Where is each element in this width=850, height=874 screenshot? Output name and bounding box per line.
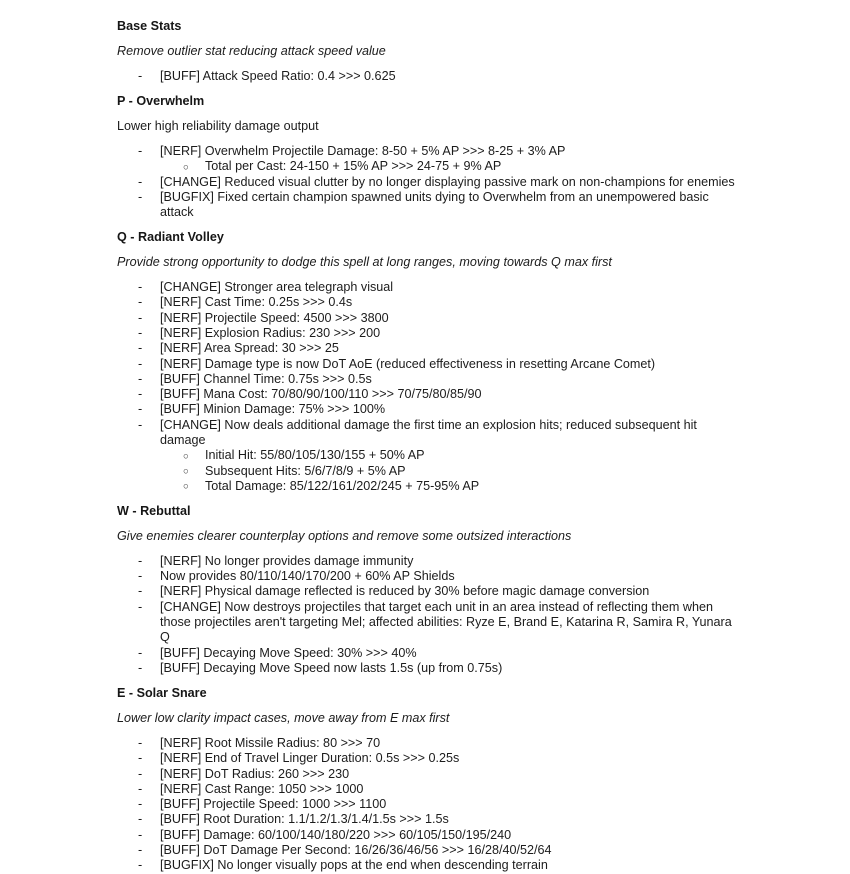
change-item-text: [BUFF] Attack Speed Ratio: 0.4 >>> 0.625 bbox=[160, 68, 396, 83]
patch-section bbox=[117, 686, 742, 874]
change-item-text: [NERF] No longer provides damage immunity bbox=[160, 553, 414, 568]
change-item-text: [BUFF] Mana Cost: 70/80/90/100/110 >>> 70/75/80/85/90 bbox=[160, 387, 482, 402]
section-description: Lower high reliability damage output bbox=[117, 118, 319, 133]
change-item-text: [NERF] Physical damage reflected is reduced by 30% before magic damage conversion bbox=[160, 584, 650, 599]
bullet-marker: ○ bbox=[183, 450, 189, 462]
bullet-marker: - bbox=[138, 751, 143, 766]
bullet-marker: - bbox=[138, 584, 143, 599]
change-item-text: [NERF] Damage type is now DoT AoE (reduced effectiveness in resetting Arcane Comet) bbox=[160, 356, 656, 371]
change-item-text: [CHANGE] Now deals additional damage the first time an explosion hits; reduced subsequent hit damage bbox=[160, 417, 697, 448]
bullet-marker: - bbox=[138, 68, 143, 83]
change-item bbox=[117, 448, 742, 463]
change-item bbox=[117, 584, 742, 599]
change-item-text: [BUFF] Minion Damage: 75% >>> 100% bbox=[160, 402, 386, 417]
change-item-text: [NERF] Root Missile Radius: 80 >>> 70 bbox=[160, 735, 381, 750]
change-item-text: Total per Cast: 24-150 + 15% AP >>> 24-75 + 9% AP bbox=[205, 159, 502, 174]
change-item-text: [BUGFIX] Fixed certain champion spawned units dying to Overwhelm from an unempowered basic attack bbox=[160, 189, 709, 220]
bullet-marker: - bbox=[138, 766, 143, 781]
change-item-text: [BUFF] Projectile Speed: 1000 >>> 1100 bbox=[160, 797, 387, 812]
bullet-marker: - bbox=[138, 660, 143, 675]
change-item-text: [BUFF] Damage: 60/100/140/180/220 >>> 60/105/150/195/240 bbox=[160, 827, 512, 842]
change-item bbox=[117, 479, 742, 494]
change-item bbox=[117, 311, 742, 326]
section-description: Lower low clarity impact cases, move away from E max first bbox=[117, 710, 450, 725]
change-item-text: Total Damage: 85/122/161/202/245 + 75-95% AP bbox=[205, 478, 480, 493]
change-item bbox=[117, 69, 742, 84]
patch-section bbox=[117, 19, 742, 84]
change-item bbox=[117, 828, 742, 843]
bullet-marker: - bbox=[138, 781, 143, 796]
change-item bbox=[117, 280, 742, 295]
change-item bbox=[117, 751, 742, 766]
change-item-text: Subsequent Hits: 5/6/7/8/9 + 5% AP bbox=[205, 463, 406, 478]
change-item-text: [NERF] Area Spread: 30 >>> 25 bbox=[160, 341, 339, 356]
bullet-marker: - bbox=[138, 645, 143, 660]
bullet-marker: - bbox=[138, 295, 143, 310]
section-heading: Base Stats bbox=[117, 19, 182, 33]
bullet-marker: ○ bbox=[183, 466, 189, 478]
bullet-marker: - bbox=[138, 402, 143, 417]
change-item bbox=[117, 569, 742, 584]
change-item-text: [BUFF] DoT Damage Per Second: 16/26/36/46/56 >>> 16/28/40/52/64 bbox=[160, 842, 552, 857]
change-item bbox=[117, 326, 742, 341]
change-list bbox=[117, 144, 742, 220]
change-item bbox=[117, 797, 742, 812]
bullet-marker: - bbox=[138, 417, 143, 432]
bullet-marker: - bbox=[138, 341, 143, 356]
change-item bbox=[117, 661, 742, 676]
change-item bbox=[117, 357, 742, 372]
bullet-marker: ○ bbox=[183, 481, 189, 493]
bullet-marker: - bbox=[138, 174, 143, 189]
change-item-text: [BUFF] Decaying Move Speed now lasts 1.5s (up from 0.75s) bbox=[160, 660, 503, 675]
change-item bbox=[117, 190, 742, 221]
change-item-text: Initial Hit: 55/80/105/130/155 + 50% AP bbox=[205, 448, 425, 463]
change-item-text: [NERF] Explosion Radius: 230 >>> 200 bbox=[160, 325, 381, 340]
bullet-marker: - bbox=[138, 310, 143, 325]
bullet-marker: - bbox=[138, 356, 143, 371]
change-item bbox=[117, 782, 742, 797]
section-heading: E - Solar Snare bbox=[117, 685, 207, 700]
change-item bbox=[117, 600, 742, 646]
change-item-text: [BUFF] Root Duration: 1.1/1.2/1.3/1.4/1.5s >>> 1.5s bbox=[160, 812, 449, 827]
change-item bbox=[117, 372, 742, 387]
change-item bbox=[117, 402, 742, 417]
change-item bbox=[117, 387, 742, 402]
change-item-text: [NERF] DoT Radius: 260 >>> 230 bbox=[160, 766, 350, 781]
change-item-text: [BUGFIX] No longer visually pops at the end when descending terrain bbox=[160, 858, 548, 873]
bullet-marker: - bbox=[138, 797, 143, 812]
bullet-marker: ○ bbox=[183, 161, 189, 173]
change-item-text: [NERF] Cast Time: 0.25s >>> 0.4s bbox=[160, 295, 353, 310]
change-item bbox=[117, 812, 742, 827]
patch-section bbox=[117, 94, 742, 220]
bullet-marker: - bbox=[138, 599, 143, 614]
change-item bbox=[117, 341, 742, 356]
change-item bbox=[117, 144, 742, 159]
change-item-text: [CHANGE] Reduced visual clutter by no longer displaying passive mark on non-champions for enemies bbox=[160, 174, 735, 189]
change-item bbox=[117, 736, 742, 751]
bullet-marker: - bbox=[138, 842, 143, 857]
change-item bbox=[117, 843, 742, 858]
change-item-text: [NERF] Overwhelm Projectile Damage: 8-50 + 5% AP >>> 8-25 + 3% AP bbox=[160, 143, 566, 158]
bullet-marker: - bbox=[138, 387, 143, 402]
change-item-text: [NERF] Projectile Speed: 4500 >>> 3800 bbox=[160, 310, 389, 325]
bullet-marker: - bbox=[138, 371, 143, 386]
change-item bbox=[117, 159, 742, 174]
change-item-text: [BUFF] Decaying Move Speed: 30% >>> 40% bbox=[160, 645, 417, 660]
change-list bbox=[117, 280, 742, 494]
section-description: Provide strong opportunity to dodge this spell at long ranges, moving towards Q max first bbox=[117, 255, 612, 270]
change-list bbox=[117, 736, 742, 874]
section-heading: Q - Radiant Volley bbox=[117, 230, 224, 245]
section-description: Remove outlier stat reducing attack speed value bbox=[117, 43, 386, 58]
bullet-marker: - bbox=[138, 189, 143, 204]
bullet-marker: - bbox=[138, 569, 143, 584]
section-heading: W - Rebuttal bbox=[117, 503, 191, 518]
section-description: Give enemies clearer counterplay options and remove some outsized interactions bbox=[117, 528, 572, 543]
change-list bbox=[117, 69, 742, 84]
change-item bbox=[117, 554, 742, 569]
bullet-marker: - bbox=[138, 143, 143, 158]
bullet-marker: - bbox=[138, 827, 143, 842]
change-item-text: [CHANGE] Stronger area telegraph visual bbox=[160, 280, 394, 295]
change-item-text: Now provides 80/110/140/170/200 + 60% AP Shields bbox=[160, 569, 455, 584]
change-item bbox=[117, 646, 742, 661]
bullet-marker: - bbox=[138, 325, 143, 340]
patch-section bbox=[117, 230, 742, 494]
change-item-text: [NERF] End of Travel Linger Duration: 0.5s >>> 0.25s bbox=[160, 751, 460, 766]
change-item bbox=[117, 418, 742, 449]
bullet-marker: - bbox=[138, 858, 143, 873]
bullet-marker: - bbox=[138, 735, 143, 750]
change-item bbox=[117, 858, 742, 873]
change-item bbox=[117, 175, 742, 190]
bullet-marker: - bbox=[138, 553, 143, 568]
change-item bbox=[117, 295, 742, 310]
section-heading: P - Overwhelm bbox=[117, 93, 205, 108]
change-item-text: [CHANGE] Now destroys projectiles that target each unit in an area instead of reflecting them when those projectiles aren't targeting Mel; affected abilities: Ryze E, Brand E, Katarina R, Samira R, Yunara Q bbox=[160, 599, 732, 645]
change-item-text: [BUFF] Channel Time: 0.75s >>> 0.5s bbox=[160, 371, 372, 386]
change-item bbox=[117, 767, 742, 782]
change-item bbox=[117, 464, 742, 479]
bullet-marker: - bbox=[138, 280, 143, 295]
patch-section bbox=[117, 504, 742, 676]
change-list bbox=[117, 554, 742, 676]
document-body bbox=[117, 19, 742, 874]
bullet-marker: - bbox=[138, 812, 143, 827]
change-item-text: [NERF] Cast Range: 1050 >>> 1000 bbox=[160, 781, 364, 796]
